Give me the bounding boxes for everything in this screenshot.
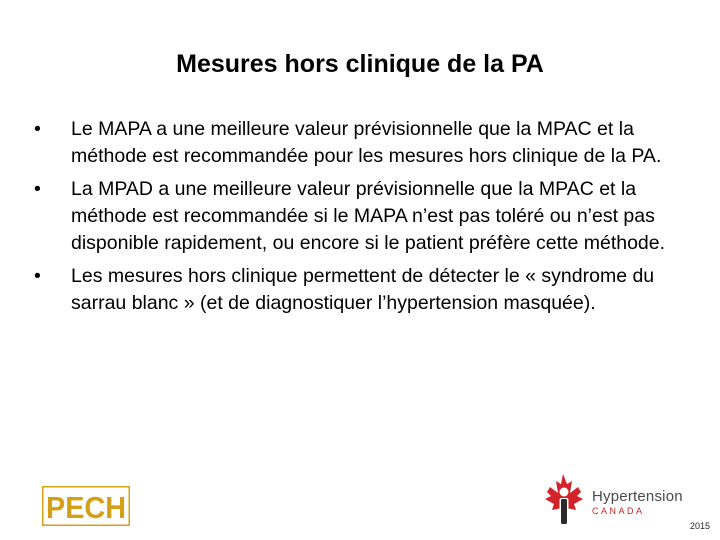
- pech-logo-text: PECH: [46, 490, 126, 525]
- bullet-item: • Le MAPA a une meilleure valeur prévisionnelle que la MPAC et la méthode est recommandée pour les mesures hors clinique de la PA.: [30, 116, 680, 170]
- bullet-list: [30, 116, 680, 323]
- bullet-item: • La MPAD a une meilleure valeur prévisionnelle que la MPAC et la méthode est recommandée si le MAPA n’est pas toléré ou n’est pas disponible rapidement, ou encore si le patient préfère cette méthode.: [30, 176, 680, 257]
- slide-year: 2015: [689, 521, 710, 531]
- logo-subtitle: CANADA: [592, 506, 645, 516]
- person-body-icon: [561, 499, 567, 524]
- person-head-icon: [560, 488, 569, 497]
- logo-name: Hypertension: [592, 488, 683, 505]
- pech-logo: [42, 486, 130, 526]
- slide-title: Mesures hors clinique de la PA: [176, 50, 544, 78]
- bullet-item: • Les mesures hors clinique permettent de détecter le « syndrome du sarrau blanc » (et de diagnostiquer l’hypertension masquée).: [30, 263, 680, 317]
